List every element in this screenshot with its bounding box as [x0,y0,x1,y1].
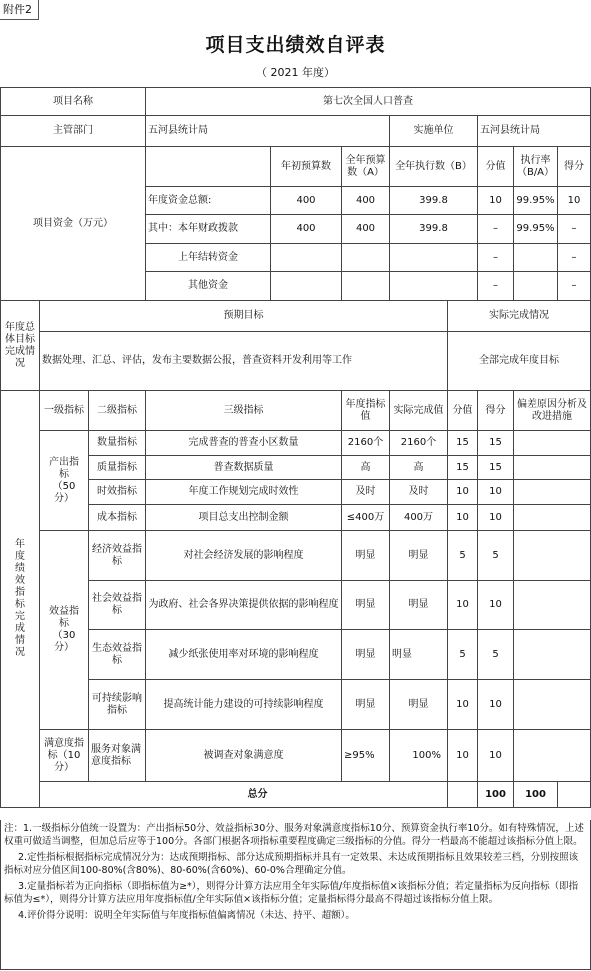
perf-row-score: 10 [478,505,514,531]
funds-row-score-value: – [478,215,514,244]
perf-row-score: 15 [478,456,514,480]
total-label: 总分 [40,782,448,808]
funds-row-score-value: – [478,272,514,301]
funds-row-label: 其他资金 [146,272,271,301]
attachment-label: 附件2 [0,0,39,20]
perf-row-note [514,531,591,581]
perf-row-level2: 经济效益指标 [89,531,146,581]
perf-row-actual: 明显 [390,531,448,581]
perf-row-level3: 项目总支出控制金额 [146,505,342,531]
level1-satisfaction: 满意度指标（10分） [40,730,89,782]
goal-actual-label: 实际完成情况 [448,301,591,332]
total-value: 100 [478,782,514,808]
funds-empty-header [146,147,271,187]
level1-output: 产出指标（50分） [40,431,89,531]
perf-row-score-value: 15 [448,456,478,480]
perf-row-target: 明显 [342,680,390,730]
self-evaluation-table [0,87,591,808]
project-name-label: 项目名称 [1,88,146,116]
funds-header-initial: 年初预算数 [271,147,342,187]
perf-row-target: 及时 [342,480,390,505]
perf-header-level3: 三级指标 [146,391,342,431]
funds-row-initial: 400 [271,187,342,215]
funds-row-score-value: – [478,244,514,272]
goal-actual: 全部完成年度目标 [448,332,591,391]
perf-row-level2: 数量指标 [89,431,146,456]
perf-row-score: 5 [478,531,514,581]
funds-row-annual: 400 [342,215,390,244]
funds-label: 项目资金（万元） [1,147,146,301]
perf-row-score-value: 10 [448,680,478,730]
funds-row-score: – [558,215,591,244]
perf-row-note [514,505,591,531]
perf-row-score: 10 [478,730,514,782]
goal-expected-label: 预期目标 [40,301,448,332]
perf-header-target: 年度指标值 [342,391,390,431]
funds-row-initial [271,244,342,272]
perf-row-note [514,456,591,480]
perf-row-level2: 生态效益指标 [89,630,146,680]
perf-row-note [514,431,591,456]
perf-row-actual: 高 [390,456,448,480]
perf-row-target: ≤400万 [342,505,390,531]
funds-row-score: 10 [558,187,591,215]
funds-row-executed: 399.8 [390,215,478,244]
perf-header-score-value: 分值 [448,391,478,431]
perf-header-score: 得分 [478,391,514,431]
perf-row-level3: 对社会经济发展的影响程度 [146,531,342,581]
perf-row-actual: 100% [390,730,448,782]
note-1: 注：1.一级指标分值统一设置为：产出指标50分、效益指标30分、服务对象满意度指标10分、预算资金执行率10分。如有特殊情况，上述权重可做适当调整，但加总后应等于100分。各部门根据各项指标重要程度确定三级指标的分值。得分一档最高不能超过该指标分值上限。 [4,823,584,847]
funds-row-annual [342,244,390,272]
perf-row-target: 明显 [342,531,390,581]
perf-row-target: 2160个 [342,431,390,456]
note-2: 2.定性指标根据指标完成情况分为：达成预期指标、部分达成预期指标并具有一定效果、未达成预期指标且效果较差三档，分别按照该指标对应分值区间100-80%(含80%)、80-60%(含60%)、60-0%合理确定分值。 [4,852,579,876]
dept-label: 主管部门 [1,116,146,147]
note-4: 4.评价得分说明：说明全年实际值与年度指标值偏离情况（未达、持平、超额）。 [18,910,355,921]
perf-row-score-value: 5 [448,630,478,680]
perf-row-score-value: 10 [448,581,478,630]
perf-row-target: ≥95% [342,730,390,782]
perf-row-level3: 年度工作规划完成时效性 [146,480,342,505]
funds-row-rate [514,272,558,301]
page-title: 项目支出绩效自评表 [205,34,386,56]
year-line: （ 2021 年度） [256,66,335,79]
perf-row-level3: 被调查对象满意度 [146,730,342,782]
impl-value: 五河县统计局 [478,116,591,147]
perf-row-level2: 成本指标 [89,505,146,531]
perf-row-level3: 为政府、社会各界决策提供依据的影响程度 [146,581,342,630]
funds-row-annual: 400 [342,187,390,215]
perf-row-actual: 明显 [390,581,448,630]
funds-row-score: – [558,272,591,301]
funds-row-rate: 99.95% [514,215,558,244]
funds-row-rate [514,244,558,272]
funds-row-score: – [558,244,591,272]
perf-row-note [514,581,591,630]
perf-row-score: 10 [478,581,514,630]
funds-row-initial: 400 [271,215,342,244]
funds-row-executed [390,272,478,301]
perf-row-actual: 及时 [390,480,448,505]
perf-row-score: 15 [478,431,514,456]
perf-row-score-value: 10 [448,505,478,531]
funds-row-executed: 399.8 [390,187,478,215]
perf-row-actual: 400万 [390,505,448,531]
perf-row-note [514,630,591,680]
funds-row-label: 其中：本年财政拨款 [146,215,271,244]
funds-row-initial [271,272,342,301]
perf-row-level2: 社会效益指标 [89,581,146,630]
goal-label: 年度总体目标完成情况 [1,301,40,391]
perf-header-level2: 二级指标 [89,391,146,431]
perf-row-level2: 可持续影响指标 [89,680,146,730]
perf-row-actual: 2160个 [390,431,448,456]
perf-row-score: 10 [478,480,514,505]
project-name: 第七次全国人口普查 [146,88,591,116]
perf-row-level2: 质量指标 [89,456,146,480]
perf-row-target: 明显 [342,630,390,680]
perf-row-target: 高 [342,456,390,480]
funds-header-score: 得分 [558,147,591,187]
goal-expected: 数据处理、汇总、评估，发布主要数据公报，普查资料开发利用等工作 [40,332,448,391]
perf-row-note [514,730,591,782]
perf-row-score-value: 10 [448,730,478,782]
funds-row-label: 上年结转资金 [146,244,271,272]
funds-header-executed: 全年执行数（B） [390,147,478,187]
notes [0,820,591,970]
note-3: 3.定量指标若为正向指标（即指标值为≥*），则得分计算方法应用全年实际值/年度指标值×该指标分值；若定量指标为反向指标（即指标值为≤*），则得分计算方法应用年度指标值/全年实际值×该指标分值；定量指标得分最高不得超过该指标分值上限。 [4,881,579,905]
perf-row-target: 明显 [342,581,390,630]
total-score: 100 [514,782,558,808]
funds-header-annual: 全年预算数（A） [342,147,390,187]
funds-row-rate: 99.95% [514,187,558,215]
perf-header-actual: 实际完成值 [390,391,448,431]
level1-benefit: 效益指标（30分） [40,531,89,730]
perf-header-note: 偏差原因分析及改进措施 [514,391,591,431]
perf-header-level1: 一级指标 [40,391,89,431]
perf-row-score: 5 [478,630,514,680]
dept-value: 五河县统计局 [146,116,390,147]
perf-row-level3: 完成普查的普查小区数量 [146,431,342,456]
funds-header-score-value: 分值 [478,147,514,187]
funds-row-score-value: 10 [478,187,514,215]
perf-row-score-value: 5 [448,531,478,581]
perf-row-level2: 服务对象满意度指标 [89,730,146,782]
perf-row-actual: 明显 [390,630,448,680]
perf-row-level2: 时效指标 [89,480,146,505]
perf-row-level3: 提高统计能力建设的可持续影响程度 [146,680,342,730]
perf-row-level3: 普查数据质量 [146,456,342,480]
total-note [558,782,591,808]
perf-row-score-value: 10 [448,480,478,505]
perf-row-score-value: 15 [448,431,478,456]
perf-row-level3: 减少纸张使用率对环境的影响程度 [146,630,342,680]
impl-label: 实施单位 [390,116,478,147]
perf-row-note [514,680,591,730]
perf-row-score: 10 [478,680,514,730]
total-empty [448,782,478,808]
funds-row-annual [342,272,390,301]
perf-row-actual: 明显 [390,680,448,730]
funds-header-rate: 执行率（B/A） [514,147,558,187]
perf-row-note [514,480,591,505]
perf-label: 年度绩效指标完成情况 [1,391,40,808]
funds-row-executed [390,244,478,272]
funds-row-label: 年度资金总额: [146,187,271,215]
